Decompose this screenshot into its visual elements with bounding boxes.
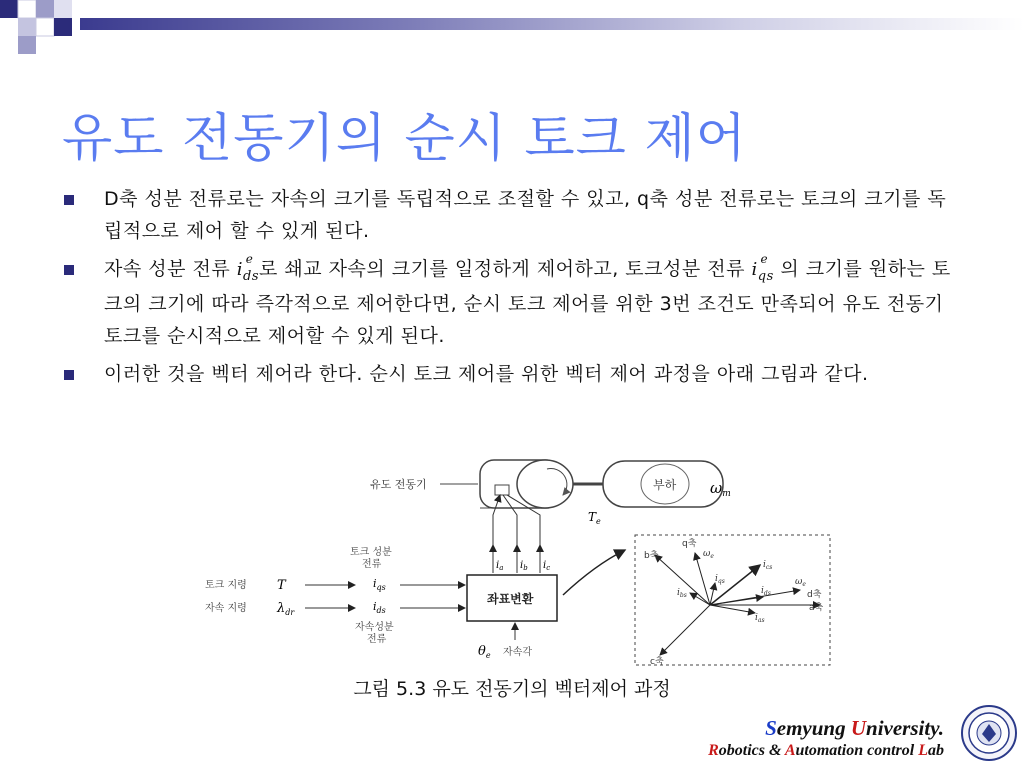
omega-e-label-2: $\omega_e$ — [795, 577, 806, 588]
te-symbol: $T_e$ — [588, 510, 601, 526]
bullet-text-part: 자속 성분 전류 — [104, 258, 237, 280]
bullet-list — [62, 183, 952, 396]
theta-symbol: $\theta_e$ — [478, 644, 491, 660]
motor-label: 유도 전동기 — [370, 478, 427, 491]
lab-name: Robotics & Automation control Lab — [708, 742, 944, 759]
bullet-text: 이러한 것을 벡터 제어라 한다. 순시 토크 제어를 위한 벡터 제어 과정을 아래 그림과 같다. — [104, 363, 869, 385]
omega-m-symbol: $\omega_m$ — [710, 479, 731, 499]
math-iqs-symbol: i e $_{qs}$ — [751, 252, 774, 284]
load-label: 부하 — [653, 478, 677, 492]
corner-decoration — [0, 0, 80, 60]
bullet-square-icon — [64, 195, 74, 205]
figure-caption: 그림 5.3 유도 전동기의 벡터제어 과정 — [353, 678, 671, 700]
math-ids-symbol: i e $_{ds}$ — [236, 252, 260, 284]
ibs-label: $i_{bs}$ — [677, 588, 687, 599]
ics-label: $i_{cs}$ — [763, 560, 773, 571]
university-name: Semyung University. — [765, 716, 944, 740]
bullet-square-icon — [64, 265, 74, 275]
flux-cmd-label: 자속 지령 — [205, 603, 247, 614]
ia-label: $i_a$ — [496, 560, 504, 572]
bullet-text-part: 로 쇄교 자속의 크기를 일정하게 제어하고, 토크성분 전류 — [259, 258, 752, 280]
ic-label: $i_c$ — [543, 560, 551, 572]
d-axis-label: d축 — [807, 590, 822, 600]
footer-branding — [708, 716, 944, 760]
bullet-text: D축 성분 전류로는 자속의 크기를 독립적으로 조절할 수 있고, q축 성분 전류로는 토크의 크기를 독립적으로 제어 할 수 있게 된다. — [104, 188, 947, 242]
iqs-cmd-symbol: $i_{qs}$ — [373, 577, 386, 592]
transform-label: 좌표변환 — [487, 592, 534, 606]
lambda-cmd-symbol: $\lambda_{dr}$ — [277, 601, 295, 617]
slide-title: 유도 전동기의 순시 토크 제어 — [62, 109, 747, 169]
c-axis-label: c축 — [650, 657, 664, 667]
bullet-item — [62, 358, 952, 390]
flux-comp-label-2: 전류 — [367, 634, 387, 645]
bullet-text-part: 의 크기를 원하는 토크의 크기에 따라 즉각적으로 제어한다면, 순시 토크 제어를 위한 3번 조건도 만족되어 유도 전동기 토크를 순시적으로 제어할 수 있게 된다. — [104, 258, 951, 347]
ias-label: $i_{as}$ — [755, 613, 765, 624]
q-axis-label: q축 — [682, 539, 697, 549]
university-seal-icon — [960, 704, 1018, 762]
bullet-square-icon — [64, 370, 74, 380]
vector-control-figure — [195, 455, 840, 670]
torque-comp-label: 토크 성분 — [350, 547, 392, 558]
te-cmd-symbol: T — [277, 578, 286, 593]
ids-vec-label: $i_{ds}$ — [761, 586, 771, 597]
torque-cmd-label: 토크 지령 — [205, 580, 247, 591]
ids-cmd-symbol: $i_{ds}$ — [373, 600, 386, 615]
a-axis-label: a축 — [809, 603, 824, 613]
vector-diagram-frame — [635, 535, 830, 665]
flux-comp-label: 자속성분 — [355, 622, 394, 633]
ib-label: $i_b$ — [520, 560, 528, 572]
bullet-item — [62, 183, 952, 247]
omega-e-label: $\omega_e$ — [703, 549, 714, 560]
b-axis-label: b축 — [644, 551, 659, 561]
bullet-item — [62, 253, 952, 352]
torque-comp-label-2: 전류 — [362, 559, 382, 570]
header-gradient-bar — [80, 18, 1024, 30]
iqs-vec-label: $i_{qs}$ — [715, 574, 725, 585]
flux-angle-label: 자속각 — [503, 647, 532, 658]
